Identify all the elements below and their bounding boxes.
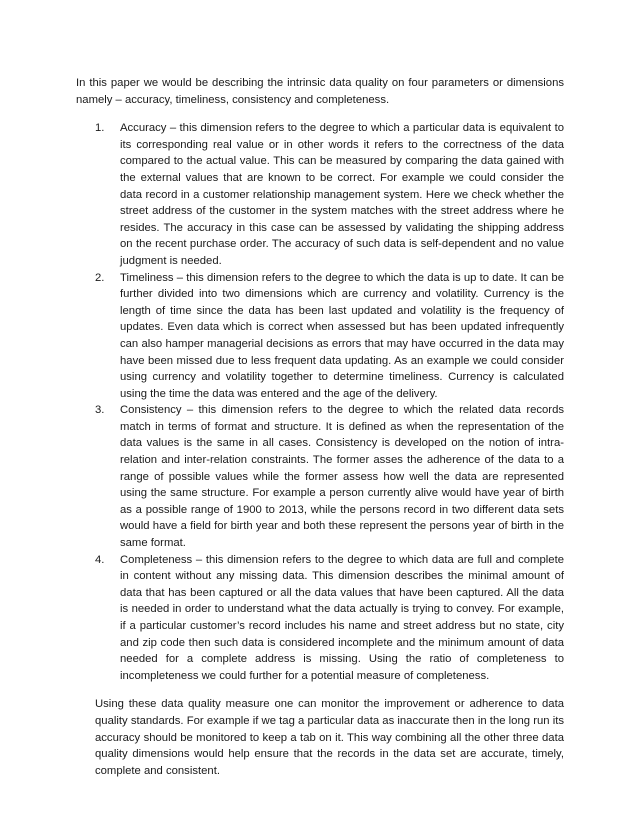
- dimensions-list: [76, 120, 564, 684]
- intro-paragraph: In this paper we would be describing the intrinsic data quality on four parameters or dimensions namely – accuracy, timeliness, consistency and completeness.: [76, 77, 564, 106]
- list-item-completeness: [76, 552, 564, 685]
- list-number: 2.: [95, 271, 105, 284]
- list-item-text: Accuracy – this dimension refers to the degree to which a particular data is equivalent to its corresponding real value or in other words it refers to the correctness of the data compared to the actual value. This can be measured by comparing the data gained with the external values that are known to be correct. For example we could consider the data record in a customer relationship management system. Here we check whether the street address of the customer in the system matches with the street address where he resides. The accuracy in this case can be assessed by validating the shipping address on the recent purchase order. The accuracy of such data is self-dependent and no value judgment is needed.: [120, 122, 564, 267]
- document-body: [76, 75, 564, 779]
- closing-paragraph: Using these data quality measure one can monitor the improvement or adherence to data quality standards. For example if we tag a particular data as inaccurate then in the long run its accuracy should be monitored to keep a tab on it. This way combining all the other three data quality dimensions would help ensure that the records in the data set are accurate, timely, complete and consistent.: [95, 698, 564, 777]
- list-number: 1.: [95, 122, 105, 135]
- list-number: 3.: [95, 404, 105, 417]
- list-item-text: Timeliness – this dimension refers to the degree to which the data is up to date. It can be further divided into two dimensions which are currency and volatility. Currency is the length of time since the data has been last updated and volatility is the frequency of updates. Even data which is correct when assessed but has been updated infrequently can also hamper managerial decisions as errors that may have occurred in the data may have been missed due to less frequent data updating. As an example we could consider using currency and volatility together to determine timeliness. Currency is calculated using the time the data was entered and the age of the delivery.: [120, 271, 564, 400]
- list-item-consistency: [76, 402, 564, 551]
- list-number: 4.: [95, 553, 105, 566]
- list-item-text: Consistency – this dimension refers to the degree to which the related data records match in terms of format and structure. It is defined as when the representation of the data values is the same in all cases. Consistency is developed on the notion of intra-relation and inter-relation constraints. The former asses the adherence of the data to a range of possible values while the former assess how well the data are represented using the same structure. For example a person currently alive would have year of birth as a possible range of 1900 to 2013, while the persons record in two different data sets would have a field for birth year and both these represent the persons year of birth in the same format.: [120, 404, 564, 550]
- list-item-timeliness: [76, 270, 564, 403]
- list-item-accuracy: [76, 120, 564, 269]
- list-item-text: Completeness – this dimension refers to the degree to which data are full and complete in content without any missing data. This dimension describes the minimal amount of data that has been captured or all the data values that have been captured. All the data is needed in order to understand what the data actually is trying to convey. For example, if a particular customer’s record includes his name and street address but no state, city and zip code then such data is considered incomplete and the minimum amount of data needed for a complete address is missing. Using the ratio of completeness to incompleteness we could further for a potential measure of completeness.: [120, 553, 564, 682]
